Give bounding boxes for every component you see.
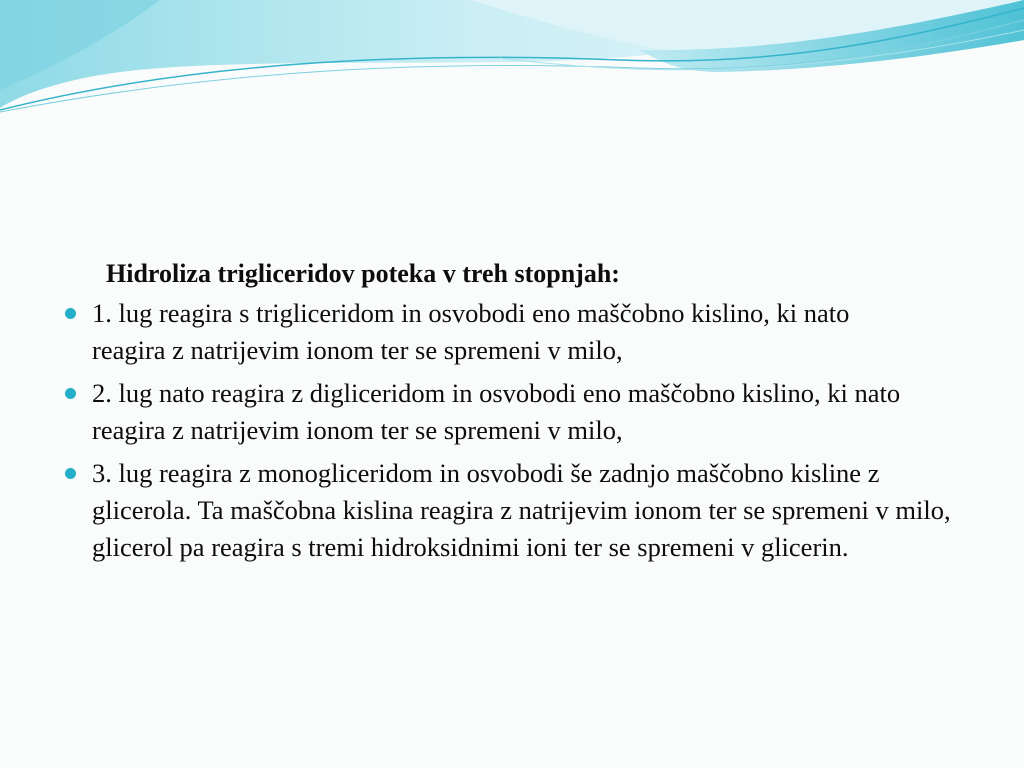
list-item [62, 455, 962, 566]
item-1-text-a: 1. lug reagira s [92, 298, 250, 328]
item-3-text: 3. lug reagira z monogliceridom in osvobodi še zadnjo maščobno kisline z glicerola. Ta maščobna kislina reagira z natrijevim ionom ter se spremeni v milo, glicerol pa reagira s tremi hidroksidnimi ioni ter se spremeni v glicerin. [92, 458, 951, 562]
slide-heading: Hidroliza trigliceridov poteka v treh stopnjah: [106, 259, 620, 288]
bullet-list [62, 295, 962, 566]
header-wave-decoration [0, 0, 1024, 120]
bullet-icon [65, 388, 76, 399]
item-2-text: 2. lug nato reagira z digliceridom in osvobodi eno maščobno kislino, ki nato reagira z natrijevim ionom ter se spremeni v milo, [92, 378, 901, 445]
bullet-icon [65, 468, 76, 479]
slide-body [62, 255, 962, 572]
item-1-text-b: trigliceridom in osvobodi eno maščobno kislino, ki nato [249, 298, 850, 328]
list-item [62, 295, 962, 369]
list-item [62, 375, 962, 449]
bullet-icon [65, 308, 76, 319]
item-1-text-c: reagira z natrijevim ionom ter se spremeni v milo, [92, 335, 623, 365]
